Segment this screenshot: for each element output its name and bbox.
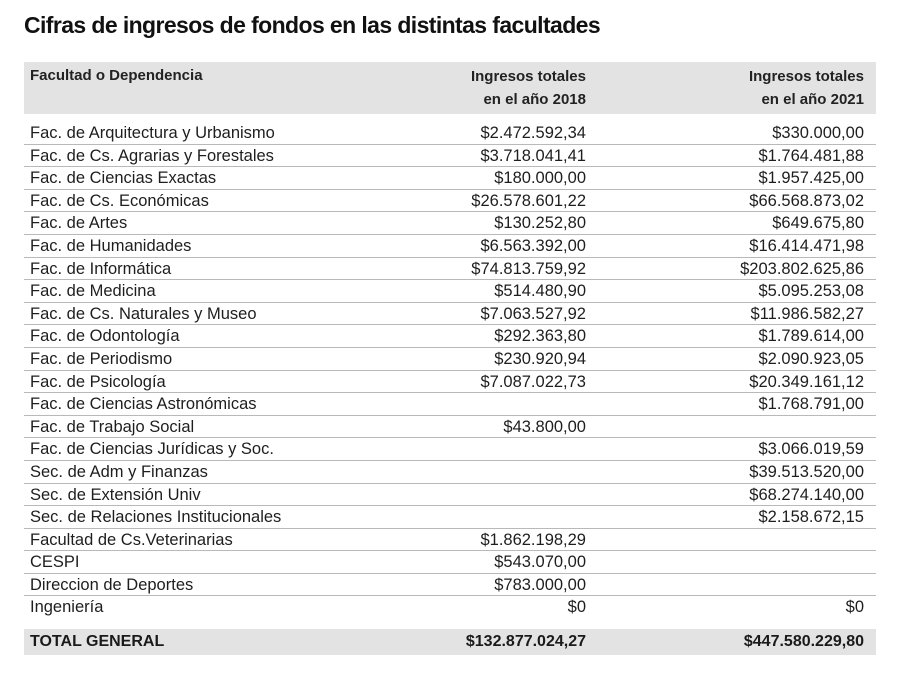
table-row [24, 235, 876, 258]
table-row [24, 190, 876, 213]
cell-2021: $1.768.791,00 [758, 395, 864, 414]
cell-facultad: Fac. de Humanidades [30, 236, 192, 255]
cell-facultad: Fac. de Odontología [30, 327, 180, 346]
cell-2018: $6.563.392,00 [480, 236, 586, 255]
header-2018-line1: Ingresos totales [470, 68, 586, 85]
cell-2018: $43.800,00 [503, 417, 586, 436]
cell-facultad: Fac. de Artes [30, 214, 128, 233]
cell-2021: $16.414.471,98 [749, 236, 864, 255]
cell-2018: $514.480,90 [494, 282, 586, 301]
table-row [24, 416, 876, 439]
cell-2018: $543.070,00 [494, 553, 586, 572]
total-row [24, 629, 876, 655]
table-row [24, 596, 876, 619]
cell-2021: $0 [845, 598, 864, 617]
cell-2021: $330.000,00 [772, 124, 864, 142]
cell-facultad: Fac. de Psicología [30, 372, 166, 391]
cell-2021: $2.158.672,15 [758, 508, 864, 527]
cell-facultad: Sec. de Extensión Univ [30, 485, 201, 504]
cell-2018: $1.862.198,29 [480, 530, 586, 549]
income-table [24, 62, 876, 655]
table-row [24, 393, 876, 416]
cell-2018: $2.472.592,34 [480, 124, 586, 142]
cell-2021: $11.986.582,27 [750, 304, 864, 323]
cell-2018: $3.718.041,41 [480, 146, 586, 165]
table-body [24, 122, 876, 619]
cell-facultad: Fac. de Medicina [30, 282, 156, 301]
page-title: Cifras de ingresos de fondos en las distintas facultades [24, 12, 601, 38]
table-row [24, 551, 876, 574]
cell-2021: $1.957.425,00 [758, 169, 864, 188]
table-row [24, 122, 876, 145]
cell-2021: $203.802.625,86 [740, 259, 864, 278]
cell-facultad: Fac. de Trabajo Social [30, 417, 195, 436]
cell-2018: $0 [567, 598, 586, 617]
table-row [24, 574, 876, 597]
header-facultad: Facultad o Dependencia [30, 67, 203, 84]
cell-facultad: Facultad de Cs.Veterinarias [30, 530, 233, 549]
cell-2018: $180.000,00 [494, 169, 586, 188]
cell-2018: $230.920,94 [494, 349, 586, 368]
cell-facultad: Fac. de Arquitectura y Urbanismo [30, 124, 275, 142]
header-2018-line2: en el año 2018 [483, 91, 586, 108]
table-header [24, 62, 876, 114]
cell-2021: $5.095.253,08 [758, 282, 864, 301]
cell-2021: $2.090.923,05 [758, 349, 864, 368]
cell-2018: $26.578.601,22 [471, 191, 586, 210]
cell-facultad: Fac. de Cs. Agrarias y Forestales [30, 146, 274, 165]
table-row [24, 371, 876, 394]
cell-2021: $68.274.140,00 [749, 485, 864, 504]
cell-2018: $783.000,00 [494, 575, 586, 594]
table-row [24, 303, 876, 326]
cell-facultad: Sec. de Adm y Finanzas [30, 462, 208, 481]
total-label: TOTAL GENERAL [30, 633, 165, 651]
table-row [24, 348, 876, 371]
table-row [24, 484, 876, 507]
cell-facultad: Direccion de Deportes [30, 575, 194, 594]
total-2021: $447.580.229,80 [743, 633, 864, 651]
cell-facultad: CESPI [30, 553, 80, 572]
cell-2021: $39.513.520,00 [749, 462, 864, 481]
table-row [24, 258, 876, 281]
cell-2021: $1.764.481,88 [758, 146, 864, 165]
cell-facultad: Fac. de Ciencias Exactas [30, 169, 217, 188]
table-row [24, 280, 876, 303]
cell-2021: $20.349.161,12 [749, 372, 864, 391]
header-2021-line2: en el año 2021 [761, 91, 864, 108]
cell-facultad: Ingeniería [30, 598, 104, 617]
cell-facultad: Sec. de Relaciones Institucionales [30, 508, 282, 527]
cell-facultad: Fac. de Ciencias Jurídicas y Soc. [30, 440, 274, 459]
cell-2021: $66.568.873,02 [749, 191, 864, 210]
cell-2018: $130.252,80 [494, 214, 586, 233]
total-2018: $132.877.024,27 [465, 633, 586, 651]
table-row [24, 461, 876, 484]
table-row [24, 529, 876, 552]
table-row [24, 438, 876, 461]
cell-2018: $74.813.759,92 [471, 259, 586, 278]
cell-2021: $3.066.019,59 [758, 440, 864, 459]
cell-facultad: Fac. de Cs. Naturales y Museo [30, 304, 257, 323]
cell-facultad: Fac. de Ciencias Astronómicas [30, 395, 257, 414]
cell-2021: $649.675,80 [772, 214, 864, 233]
table-row [24, 167, 876, 190]
header-2018 [471, 65, 586, 111]
cell-facultad: Fac. de Periodismo [30, 349, 173, 368]
table-row [24, 325, 876, 348]
cell-facultad: Fac. de Cs. Económicas [30, 191, 209, 210]
table-row [24, 145, 876, 168]
cell-2021: $1.789.614,00 [758, 327, 864, 346]
header-2021 [749, 65, 864, 111]
header-2021-line1: Ingresos totales [748, 68, 864, 85]
cell-2018: $7.063.527,92 [480, 304, 586, 323]
table-row [24, 212, 876, 235]
cell-facultad: Fac. de Informática [30, 259, 172, 278]
cell-2018: $7.087.022,73 [480, 372, 586, 391]
table-row [24, 506, 876, 529]
cell-2018: $292.363,80 [494, 327, 586, 346]
